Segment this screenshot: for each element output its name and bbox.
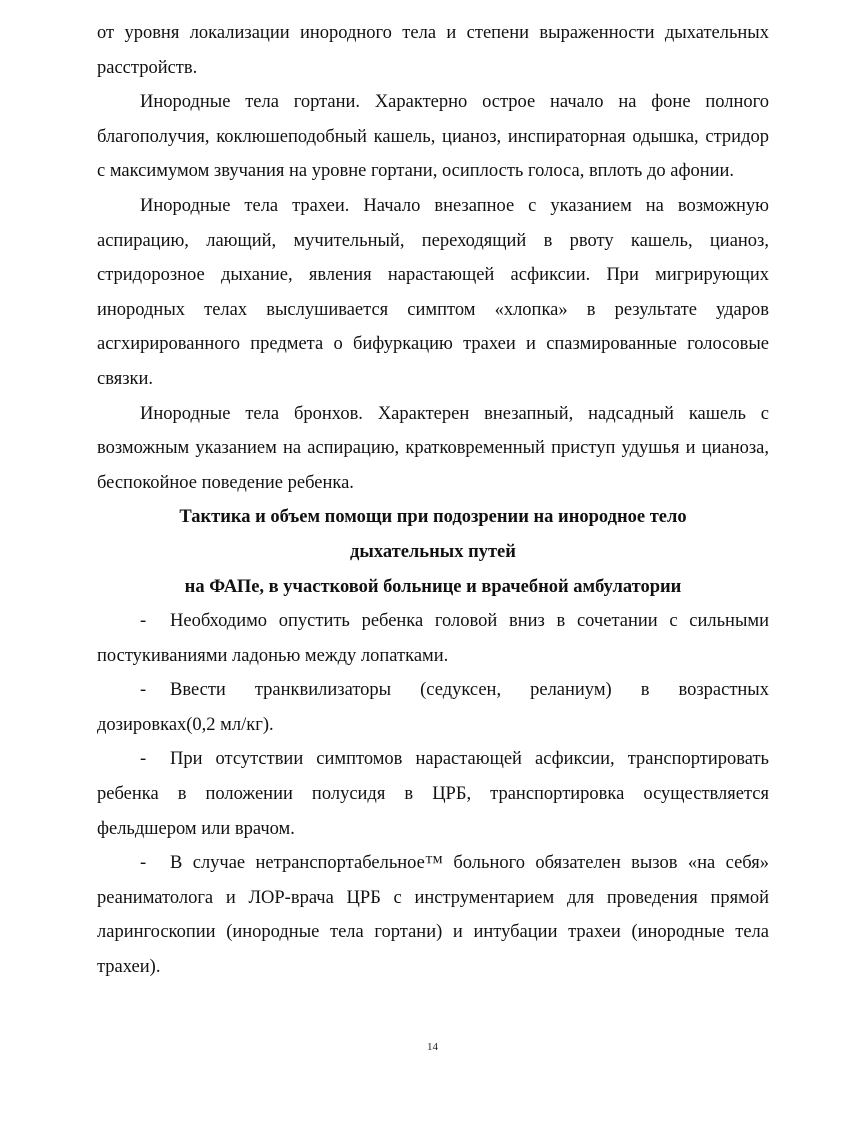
list-item	[97, 742, 769, 846]
paragraph-bronchi: Инородные тела бронхов. Характерен внезапный, надсадный кашель с возможным указанием на аспирацию, кратковременный приступ удушья и цианоза, беспокойное поведение ребенка.	[97, 403, 769, 493]
section-heading	[97, 500, 769, 604]
section-heading-line-2: дыхательных путей	[350, 541, 516, 562]
list-item-text: Необходимо опустить ребенка головой вниз в сочетании с сильными постукиваниями ладонью между лопатками.	[97, 611, 769, 666]
page-body	[97, 16, 769, 985]
section-heading-line-1: Тактика и объем помощи при подозрении на инородное тело	[179, 507, 687, 528]
section-heading-line-3: на ФАПе, в участковой больнице и врачебной амбулатории	[184, 576, 682, 597]
list-item	[97, 846, 769, 984]
list-item-text: Ввести транквилизаторы (седуксен, реланиум) в возрастных дозировках(0,2 мл/кг).	[97, 680, 769, 735]
action-list	[97, 604, 769, 985]
list-dash: -	[140, 853, 147, 874]
paragraph-trachea: Инородные тела трахеи. Начало внезапное с указанием на возможную аспирацию, лающий, мучительный, переходящий в рвоту кашель, цианоз, стридорозное дыхание, явления нарастающей асфиксии. При мигрирующих инородных телах выслушивается симптом «хлопка» в результате ударов асгхирированного предмета о бифуркацию трахеи и спазмированные голосовые связки.	[97, 195, 769, 389]
paragraph-continuation: от уровня локализации инородного тела и степени выраженности дыхательных расстройств.	[97, 23, 769, 78]
list-dash: -	[140, 680, 147, 701]
list-dash: -	[140, 611, 147, 632]
list-item-text: В случае нетранспортабельное™ больного обязателен вызов «на себя» реаниматолога и ЛОР-врача ЦРБ с инструментарием для проведения прямой ларингоскопии (инородные тела гортани) и интубации трахеи (инородные тела трахеи).	[97, 853, 769, 978]
paragraph-larynx: Инородные тела гортани. Характерно острое начало на фоне полного благополучия, коклюшеподобный кашель, цианоз, инспираторная одышка, стридор с максимумом звучания на уровне гортани, осиплость голоса, вплоть до афонии.	[97, 92, 769, 182]
list-item	[97, 604, 769, 673]
list-item-text: При отсутствии симптомов нарастающей асфиксии, транспортировать ребенка в положении полусидя в ЦРБ, транспортировка осуществляется фельдшером или врачом.	[97, 749, 769, 839]
page-number: 14	[427, 1041, 438, 1053]
list-dash: -	[140, 749, 147, 770]
list-item	[97, 673, 769, 742]
